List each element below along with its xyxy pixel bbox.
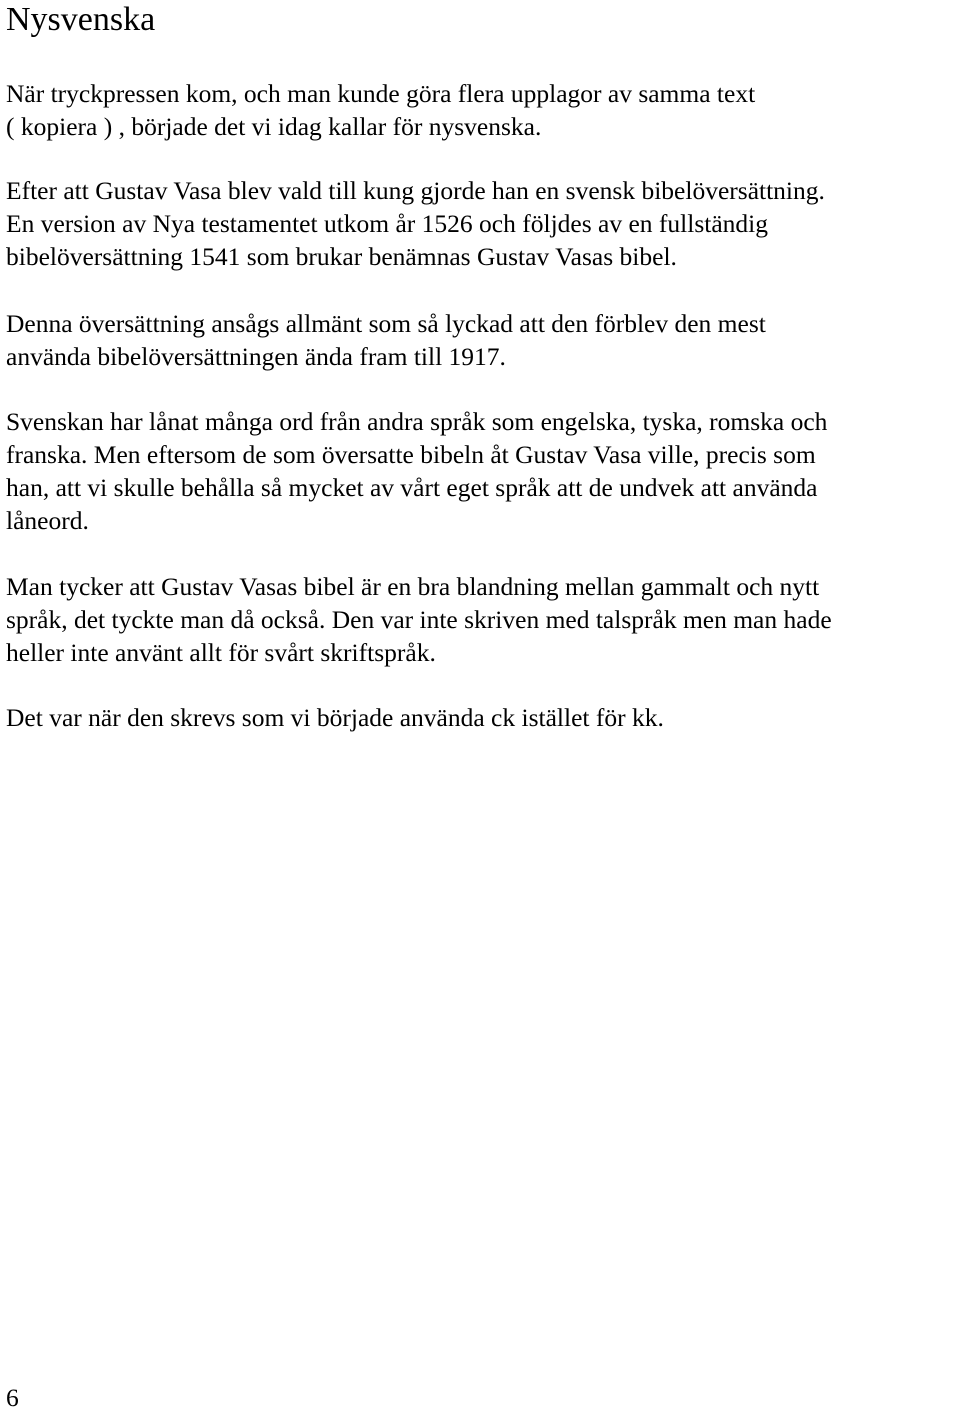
paragraph-3: [6, 307, 766, 373]
paragraph-line: Efter att Gustav Vasa blev vald till kung gjorde han en svensk bibelöversättning.: [6, 176, 825, 205]
paragraph-2: [6, 174, 825, 273]
paragraph-line: ( kopiera ) , började det vi idag kallar för nysvenska.: [6, 112, 542, 141]
paragraph-line: språk, det tyckte man då också. Den var inte skriven med talspråk men man hade: [6, 605, 832, 634]
paragraph-line: En version av Nya testamentet utkom år 1526 och följdes av en fullständig: [6, 209, 768, 238]
paragraph-1: [6, 77, 755, 143]
paragraph-line: bibelöversättning 1541 som brukar benämnas Gustav Vasas bibel.: [6, 242, 677, 271]
page-number: 6: [6, 1383, 19, 1412]
paragraph-5: [6, 570, 832, 669]
page-title: Nysvenska: [6, 1, 156, 38]
paragraph-6: [6, 701, 664, 734]
paragraph-line: han, att vi skulle behålla så mycket av vårt eget språk att de undvek att använda: [6, 473, 818, 502]
paragraph-line: använda bibelöversättningen ända fram till 1917.: [6, 342, 506, 371]
paragraph-line: Det var när den skrevs som vi började använda ck istället för kk.: [6, 703, 664, 732]
paragraph-line: Svenskan har lånat många ord från andra språk som engelska, tyska, romska och: [6, 407, 828, 436]
paragraph-line: låneord.: [6, 506, 89, 535]
paragraph-line: När tryckpressen kom, och man kunde göra flera upplagor av samma text: [6, 79, 756, 108]
paragraph-line: Man tycker att Gustav Vasas bibel är en bra blandning mellan gammalt och nytt: [6, 572, 820, 601]
paragraph-line: franska. Men eftersom de som översatte bibeln åt Gustav Vasa ville, precis som: [6, 440, 816, 469]
paragraph-line: Denna översättning ansågs allmänt som så lyckad att den förblev den mest: [6, 309, 766, 338]
paragraph-line: heller inte använt allt för svårt skriftspråk.: [6, 638, 436, 667]
paragraph-4: [6, 405, 827, 537]
